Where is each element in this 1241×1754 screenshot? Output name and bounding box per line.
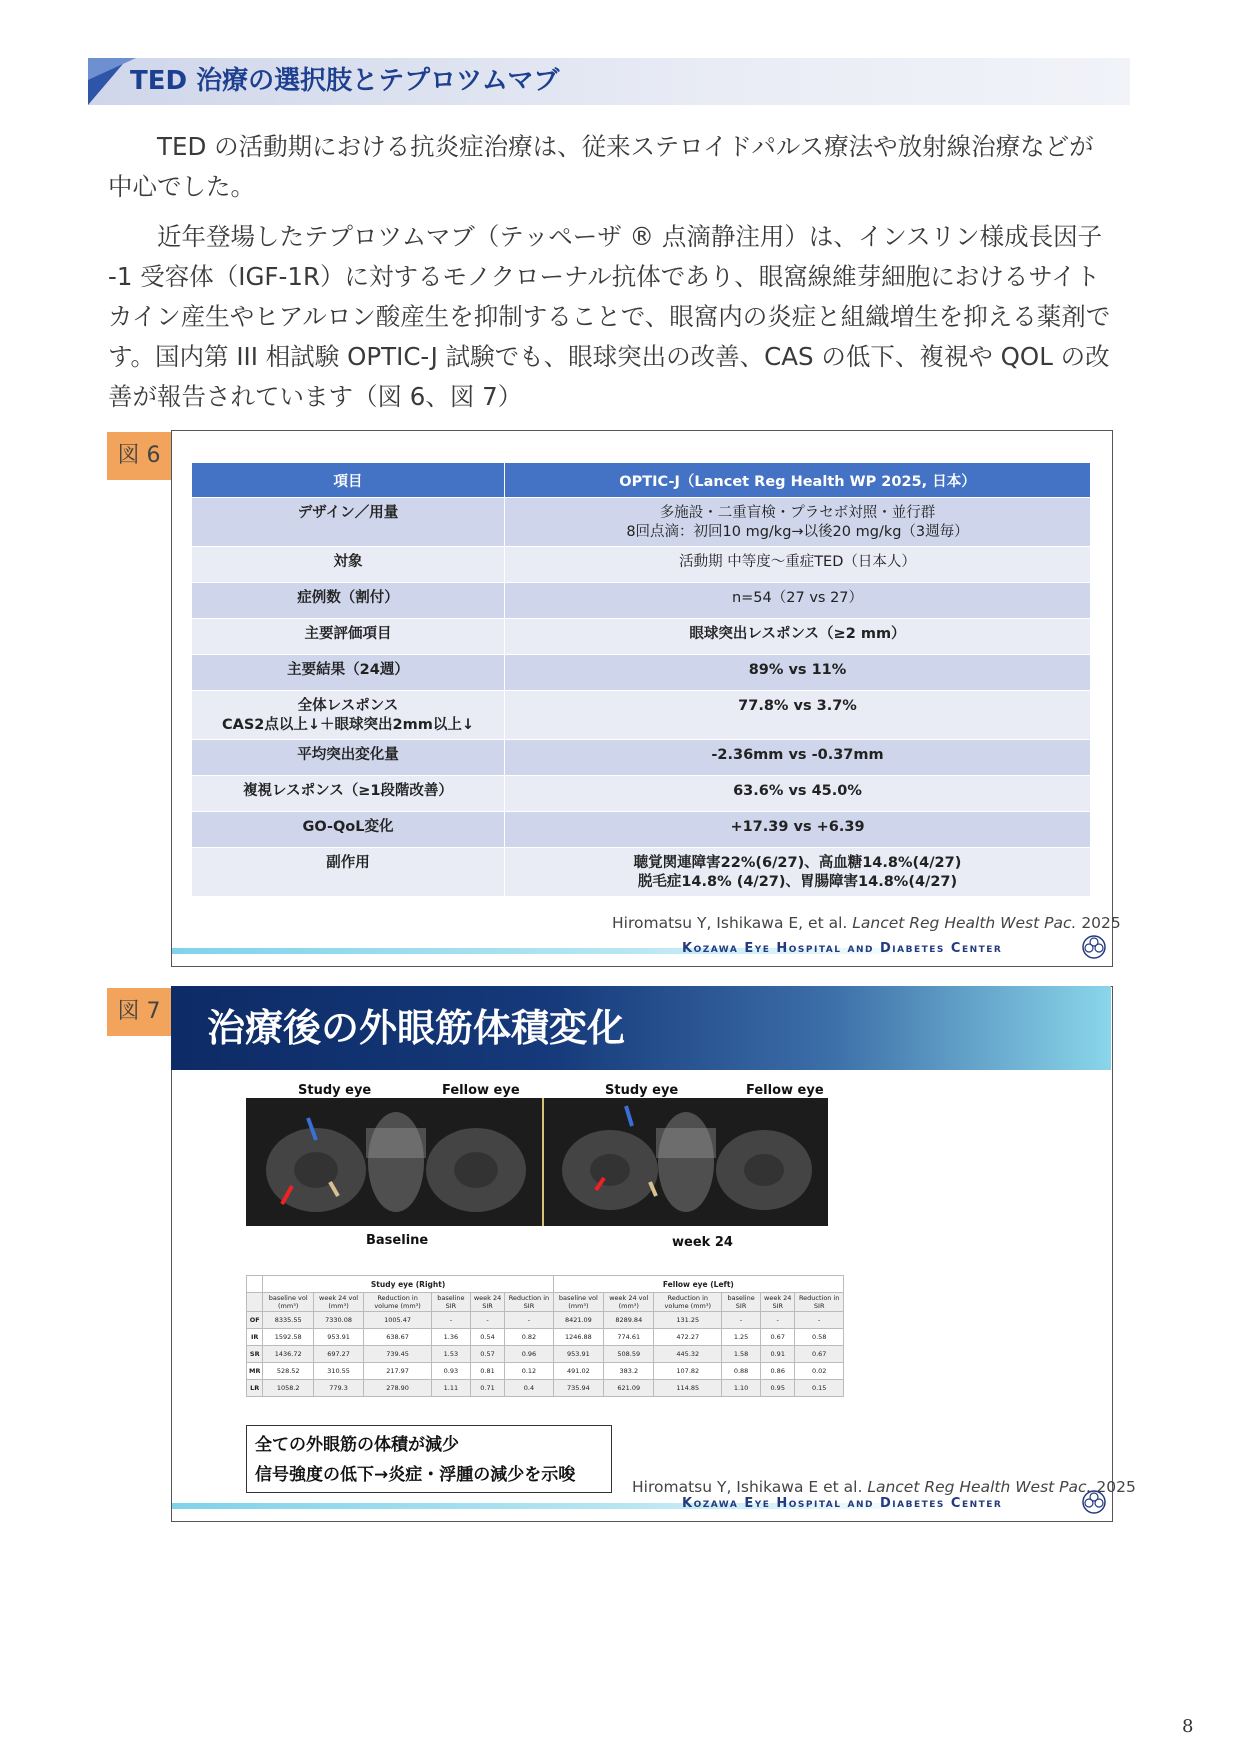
figure-7-hospital-name: Kozawa Eye Hospital and Diabetes Center (682, 1496, 1003, 1511)
col-header: Reduction in volume (mm³) (654, 1293, 722, 1312)
row-value: 眼球突出レスポンス（≥2 mm） (505, 619, 1091, 655)
table-row (247, 1346, 844, 1363)
row-key: 主要結果（24週） (192, 655, 505, 691)
table-row (192, 691, 1091, 740)
table-cell: 739.45 (364, 1346, 432, 1363)
col-header: Reduction in SIR (795, 1293, 844, 1312)
table-row (247, 1312, 844, 1329)
table-cell: 1.25 (722, 1329, 761, 1346)
table-cell: 114.85 (654, 1380, 722, 1397)
muscle-key: IR (247, 1329, 263, 1346)
table-cell: 1436.72 (263, 1346, 313, 1363)
paragraph-1: TED の活動期における抗炎症治療は、従来ステロイドパルス療法や放射線治療などが中心でした。 (108, 132, 1094, 201)
mri-image-week24 (544, 1098, 828, 1226)
row-value: 89% vs 11% (505, 655, 1091, 691)
table-row (192, 583, 1091, 619)
table-cell: 1246.88 (553, 1329, 603, 1346)
row-key: 副作用 (192, 848, 505, 897)
col-header: week 24 SIR (470, 1293, 504, 1312)
table-cell: 0.54 (470, 1329, 504, 1346)
table-cell: 774.61 (604, 1329, 654, 1346)
figure-7-citation: Hiromatsu Y, Ishikawa E et al. Lancet Reg Health West Pac. 2025 (632, 1478, 1136, 1496)
table-cell: 1.11 (431, 1380, 470, 1397)
muscle-key: SR (247, 1346, 263, 1363)
conclusion-box (246, 1425, 612, 1493)
col-header: week 24 SIR (761, 1293, 795, 1312)
table-cell: 0.95 (761, 1380, 795, 1397)
header-accent-triangle-light (88, 58, 136, 80)
table-cell: 0.12 (505, 1363, 554, 1380)
paragraph-2: 近年登場したテプロツムマブ（テッペーザ ® 点滴静注用）は、インスリン様成長因子 -1 受容体（IGF-1R）に対するモノクローナル抗体であり、眼窩線維芽細胞におけるサイトカイン産生やヒアルロン酸産生を抑制することで、眼窩内の炎症と組織増生を抑える薬剤です。国内第 III 相試験 OPTIC-J 試験でも、眼球突出の改善、CAS の低下、複視や QOL の改善が報告されています（図 6、図 7） (108, 222, 1111, 411)
figure-6-label: 図 6 (107, 432, 171, 480)
figure-7-title: 治療後の外眼筋体積変化 (207, 1006, 626, 1050)
col-header: baseline vol (mm³) (553, 1293, 603, 1312)
table-cell: 1.10 (722, 1380, 761, 1397)
table-cell: 217.97 (364, 1363, 432, 1380)
table-cell: 0.93 (431, 1363, 470, 1380)
table-row (192, 848, 1091, 897)
table-cell: 107.82 (654, 1363, 722, 1380)
row-key: 平均突出変化量 (192, 740, 505, 776)
table-cell: 8421.09 (553, 1312, 603, 1329)
row-key: デザイン／用量 (192, 498, 505, 547)
table-cell: 0.02 (795, 1363, 844, 1380)
row-value: 聴覚関連障害22%(6/27)、高血糖14.8%(4/27) 脱毛症14.8% (4/27)、胃腸障害14.8%(4/27) (505, 848, 1091, 897)
table-row (247, 1380, 844, 1397)
table-cell: 472.27 (654, 1329, 722, 1346)
table-row (247, 1363, 844, 1380)
mri-label-study-eye-week24: Study eye (605, 1083, 679, 1098)
table-cell: 7330.08 (313, 1312, 363, 1329)
table-cell: 310.55 (313, 1363, 363, 1380)
conclusion-line-2: 信号強度の低下→炎症・浮腫の減少を示唆 (255, 1465, 576, 1485)
figure-7-label: 図 7 (107, 988, 171, 1036)
table-row (192, 812, 1091, 848)
row-key: 全体レスポンス CAS2点以上↓＋眼球突出2mm以上↓ (192, 691, 505, 740)
table-cell: 1.36 (431, 1329, 470, 1346)
mri-label-baseline: Baseline (366, 1233, 429, 1248)
table-cell: 0.67 (795, 1346, 844, 1363)
row-key: GO-QoL変化 (192, 812, 505, 848)
table-row (192, 619, 1091, 655)
table-cell: 697.27 (313, 1346, 363, 1363)
table-cell: - (470, 1312, 504, 1329)
table-header-item: 項目 (192, 463, 505, 498)
table-cell: 0.58 (795, 1329, 844, 1346)
row-value: 多施設・二重盲検・プラセボ対照・並行群 8回点滴：初回10 mg/kg→以後20 mg/kg（3週毎） (505, 498, 1091, 547)
row-value: +17.39 vs +6.39 (505, 812, 1091, 848)
table-cell: 0.88 (722, 1363, 761, 1380)
table-cell: 0.4 (505, 1380, 554, 1397)
col-header: week 24 vol (mm³) (604, 1293, 654, 1312)
table-cell: - (505, 1312, 554, 1329)
optic-j-summary-table (191, 462, 1091, 897)
figure-6-hospital-name: Kozawa Eye Hospital and Diabetes Center (682, 941, 1003, 956)
table-cell: 0.67 (761, 1329, 795, 1346)
col-header: Reduction in volume (mm³) (364, 1293, 432, 1312)
mri-label-study-eye-baseline: Study eye (298, 1083, 372, 1098)
col-header: baseline vol (mm³) (263, 1293, 313, 1312)
table-cell: 278.90 (364, 1380, 432, 1397)
table-cell: 131.25 (654, 1312, 722, 1329)
table-cell: 1005.47 (364, 1312, 432, 1329)
hospital-logo-icon (1080, 934, 1108, 960)
table-cell: 953.91 (313, 1329, 363, 1346)
table-cell: 0.82 (505, 1329, 554, 1346)
table-row (192, 740, 1091, 776)
table-cell: - (722, 1312, 761, 1329)
muscle-key: MR (247, 1363, 263, 1380)
table-cell: - (761, 1312, 795, 1329)
table-row (192, 655, 1091, 691)
col-header: baseline SIR (722, 1293, 761, 1312)
mri-label-week24: week 24 (672, 1235, 733, 1250)
table-cell: 383.2 (604, 1363, 654, 1380)
table-cell: 621.09 (604, 1380, 654, 1397)
mri-label-fellow-eye-week24: Fellow eye (746, 1083, 824, 1098)
table-cell: - (795, 1312, 844, 1329)
table-cell: 0.71 (470, 1380, 504, 1397)
row-key: 主要評価項目 (192, 619, 505, 655)
table-cell: 779.3 (313, 1380, 363, 1397)
table-cell: 508.59 (604, 1346, 654, 1363)
table-cell: 491.02 (553, 1363, 603, 1380)
col-header: Reduction in SIR (505, 1293, 554, 1312)
col-header: week 24 vol (mm³) (313, 1293, 363, 1312)
group-header-fellow-eye: Fellow eye (Left) (553, 1276, 843, 1293)
table-cell: 638.67 (364, 1329, 432, 1346)
table-cell: 8289.84 (604, 1312, 654, 1329)
row-value: 63.6% vs 45.0% (505, 776, 1091, 812)
table-cell: 0.81 (470, 1363, 504, 1380)
table-cell: 0.57 (470, 1346, 504, 1363)
muscle-key: LR (247, 1380, 263, 1397)
row-value: n=54（27 vs 27） (505, 583, 1091, 619)
table-cell: 735.94 (553, 1380, 603, 1397)
table-row (192, 547, 1091, 583)
table-row (192, 498, 1091, 547)
table-cell: 528.52 (263, 1363, 313, 1380)
table-cell: 0.86 (761, 1363, 795, 1380)
mri-label-fellow-eye-baseline: Fellow eye (442, 1083, 520, 1098)
muscle-volume-table (246, 1275, 844, 1397)
conclusion-line-1: 全ての外眼筋の体積が減少 (255, 1435, 459, 1455)
row-value: 活動期 中等度〜重症TED（日本人） (505, 547, 1091, 583)
row-key: 症例数（割付） (192, 583, 505, 619)
table-cell: 1592.58 (263, 1329, 313, 1346)
mri-image-baseline (246, 1098, 542, 1226)
table-header-study: OPTIC-J（Lancet Reg Health WP 2025, 日本） (505, 463, 1091, 498)
row-key: 複視レスポンス（≥1段階改善） (192, 776, 505, 812)
section-title: TED 治療の選択肢とテプロツムマブ (130, 66, 560, 96)
page-number: 8 (1182, 1716, 1194, 1737)
hospital-logo-icon (1080, 1489, 1108, 1515)
row-value: 77.8% vs 3.7% (505, 691, 1091, 740)
table-row (192, 776, 1091, 812)
row-value: -2.36mm vs -0.37mm (505, 740, 1091, 776)
table-cell: 0.96 (505, 1346, 554, 1363)
table-cell: 0.91 (761, 1346, 795, 1363)
table-cell: 1.58 (722, 1346, 761, 1363)
table-cell: 0.15 (795, 1380, 844, 1397)
table-cell: 1.53 (431, 1346, 470, 1363)
muscle-key: OF (247, 1312, 263, 1329)
row-key: 対象 (192, 547, 505, 583)
table-cell: 8335.55 (263, 1312, 313, 1329)
table-cell: 1058.2 (263, 1380, 313, 1397)
table-cell: 445.32 (654, 1346, 722, 1363)
table-cell: 953.91 (553, 1346, 603, 1363)
group-header-study-eye: Study eye (Right) (263, 1276, 553, 1293)
col-header: baseline SIR (431, 1293, 470, 1312)
table-row (247, 1329, 844, 1346)
table-cell: - (431, 1312, 470, 1329)
figure-6-citation: Hiromatsu Y, Ishikawa E, et al. Lancet Reg Health West Pac. 2025 (612, 914, 1121, 932)
